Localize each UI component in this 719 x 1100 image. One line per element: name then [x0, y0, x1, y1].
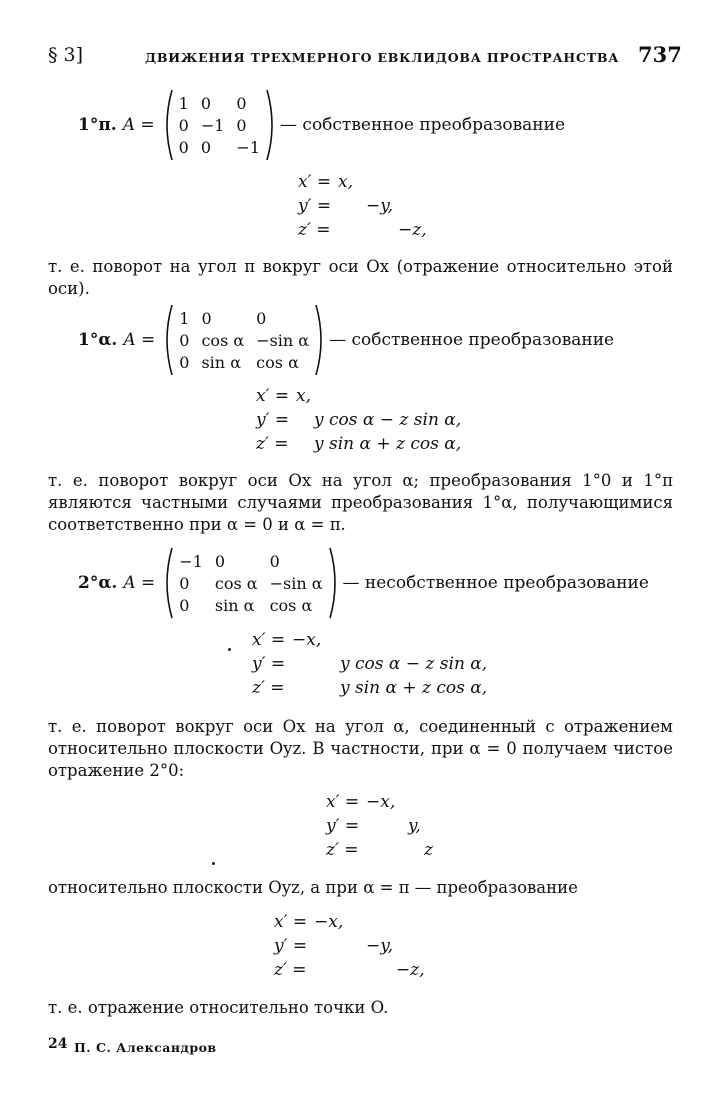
equation-lhs: z′ =: [256, 434, 289, 454]
matrix-cell: 0: [269, 551, 280, 571]
equation-line: [298, 170, 427, 194]
matrix-1-prefix: A =: [122, 115, 155, 135]
matrix-cell: 0: [236, 115, 247, 135]
signature-number: 24: [48, 1036, 68, 1052]
matrix-cell: −sin α: [256, 330, 310, 350]
matrix-3-open-paren: [161, 546, 173, 620]
stray-dot: [228, 648, 231, 651]
matrix-cell: sin α: [214, 595, 255, 615]
equation-rhs: −z,: [396, 960, 425, 980]
equation-line: [274, 934, 425, 958]
matrix-1-row: [78, 88, 565, 162]
equation-lhs: y′ =: [298, 196, 332, 216]
equations-2: [256, 384, 461, 456]
equation-lhs: y′ =: [274, 936, 308, 956]
matrix-cell: −sin α: [269, 573, 323, 593]
matrix-cell: 0: [179, 330, 190, 350]
matrix-2-open-paren: [161, 303, 173, 377]
running-header: ДВИЖЕНИЯ ТРЕХМЕРНОГО ЕВКЛИДОВА ПРОСТРАНСТВА: [145, 50, 620, 65]
equation-rhs: −x,: [366, 792, 396, 812]
equation-lhs: z′ =: [298, 220, 331, 240]
equation-line: [252, 628, 487, 652]
equation-rhs: −y,: [366, 196, 393, 216]
paragraph-text: относительно плоскости Oyz, а при α = π — преобразование: [48, 878, 578, 897]
equation-lhs: x′ =: [298, 172, 332, 192]
paragraph-3: [48, 716, 673, 782]
equation-rhs: x,: [296, 386, 311, 406]
matrix-cell: −1: [236, 137, 261, 157]
equation-rhs: −x,: [314, 912, 344, 932]
equation-rhs: y cos α − z sin α,: [340, 654, 488, 674]
equation-lhs: x′ =: [274, 912, 308, 932]
matrix-cell: cos α: [269, 595, 313, 615]
equation-rhs: −z,: [398, 220, 427, 240]
paragraph-text: т. е. поворот вокруг оси Ox на угол α, соединенный с отражением относительно плоскости Oyz. В частности, при α = 0 получаем чистое отражение 2°0:: [48, 717, 673, 780]
equation-rhs: y sin α + z cos α,: [314, 434, 462, 454]
equation-line: [274, 958, 425, 982]
equation-lhs: x′ =: [256, 386, 290, 406]
paragraph-5: [48, 997, 673, 1019]
equation-line: [256, 384, 461, 408]
matrix-cell: 0: [179, 573, 190, 593]
matrix-1-description: — собственное преобразование: [280, 115, 566, 135]
matrix-cell: sin α: [201, 352, 241, 372]
matrix-cell: 0: [179, 595, 190, 615]
matrix-cell: cos α: [214, 573, 258, 593]
matrix-cell: 0: [178, 115, 189, 135]
matrix-3-label: 2°α.: [78, 573, 118, 593]
equation-lhs: z′ =: [326, 840, 359, 860]
equations-5: [274, 910, 425, 982]
equation-rhs: x,: [338, 172, 353, 192]
matrix-cell: 0: [200, 137, 212, 157]
page-number: 737: [638, 42, 682, 67]
matrix-cell: 1: [178, 93, 189, 113]
equation-line: [252, 676, 487, 700]
equation-line: [274, 910, 425, 934]
equations-1: [298, 170, 427, 242]
equation-line: [326, 790, 433, 814]
matrix-cell: −1: [179, 551, 203, 571]
matrix-2-label: 1°α.: [78, 330, 118, 350]
matrix-2-prefix: A =: [123, 330, 156, 350]
matrix-cell: cos α: [256, 352, 299, 372]
paragraph-text: т. е. поворот вокруг оси Ox на угол α; преобразования 1°0 и 1°π являются частными случаями преобразования 1°α, получающимися соответственно при α = 0 и α = π.: [48, 471, 673, 534]
matrix-cell: 0: [178, 137, 189, 157]
matrix-cell: 0: [201, 308, 212, 328]
equation-line: [252, 652, 487, 676]
equation-rhs: y,: [408, 816, 421, 836]
paragraph-text: т. е. отражение относительно точки O.: [48, 998, 389, 1017]
matrix-cell: 0: [236, 93, 247, 113]
equation-line: [298, 194, 427, 218]
matrix-cell: 0: [256, 308, 267, 328]
equations-4: [326, 790, 433, 862]
matrix-1-close-paren: [266, 88, 278, 162]
matrix-2-close-paren: [315, 303, 327, 377]
equation-lhs: x′ =: [252, 630, 286, 650]
equation-line: [326, 838, 433, 862]
equation-line: [298, 218, 427, 242]
equation-lhs: y′ =: [256, 410, 290, 430]
equation-line: [326, 814, 433, 838]
matrix-cell: 0: [200, 93, 212, 113]
equation-lhs: x′ =: [326, 792, 360, 812]
stray-dot: [212, 862, 215, 865]
matrix-3-close-paren: [329, 546, 341, 620]
equation-lhs: z′ =: [274, 960, 307, 980]
matrix-1-open-paren: [161, 88, 173, 162]
equation-line: [256, 408, 461, 432]
equation-rhs: y sin α + z cos α,: [340, 678, 488, 698]
matrix-3-prefix: A =: [123, 573, 156, 593]
equations-3: [252, 628, 487, 700]
paragraph-4: [48, 877, 673, 899]
paragraph-text: т. е. поворот на угол π вокруг оси Ox (отражение относительно этой оси).: [48, 257, 673, 298]
matrix-3-description: — несобственное преобразование: [342, 573, 649, 593]
paragraph-1: [48, 256, 673, 300]
equation-rhs: z: [424, 840, 433, 860]
matrix-2: [173, 307, 315, 373]
matrix-3-row: [78, 546, 649, 620]
footer-author: П. С. Александров: [74, 1040, 217, 1055]
matrix-cell: 0: [179, 352, 190, 372]
equation-rhs: −y,: [366, 936, 393, 956]
matrix-cell: cos α: [201, 330, 245, 350]
equation-line: [256, 432, 461, 456]
equation-rhs: y cos α − z sin α,: [314, 410, 462, 430]
equation-rhs: −x,: [292, 630, 322, 650]
matrix-2-row: [78, 303, 614, 377]
equation-lhs: y′ =: [252, 654, 286, 674]
paragraph-2: [48, 470, 673, 536]
matrix-cell: 1: [179, 308, 190, 328]
matrix-2-description: — собственное преобразование: [329, 330, 615, 350]
matrix-1-label: 1°π.: [78, 115, 117, 135]
matrix-cell: 0: [214, 551, 226, 571]
equation-lhs: z′ =: [252, 678, 285, 698]
section-marker: § 3]: [48, 44, 84, 66]
matrix-cell: −1: [200, 115, 225, 135]
matrix-1: [173, 92, 266, 158]
equation-lhs: y′ =: [326, 816, 360, 836]
matrix-3: [173, 550, 328, 616]
